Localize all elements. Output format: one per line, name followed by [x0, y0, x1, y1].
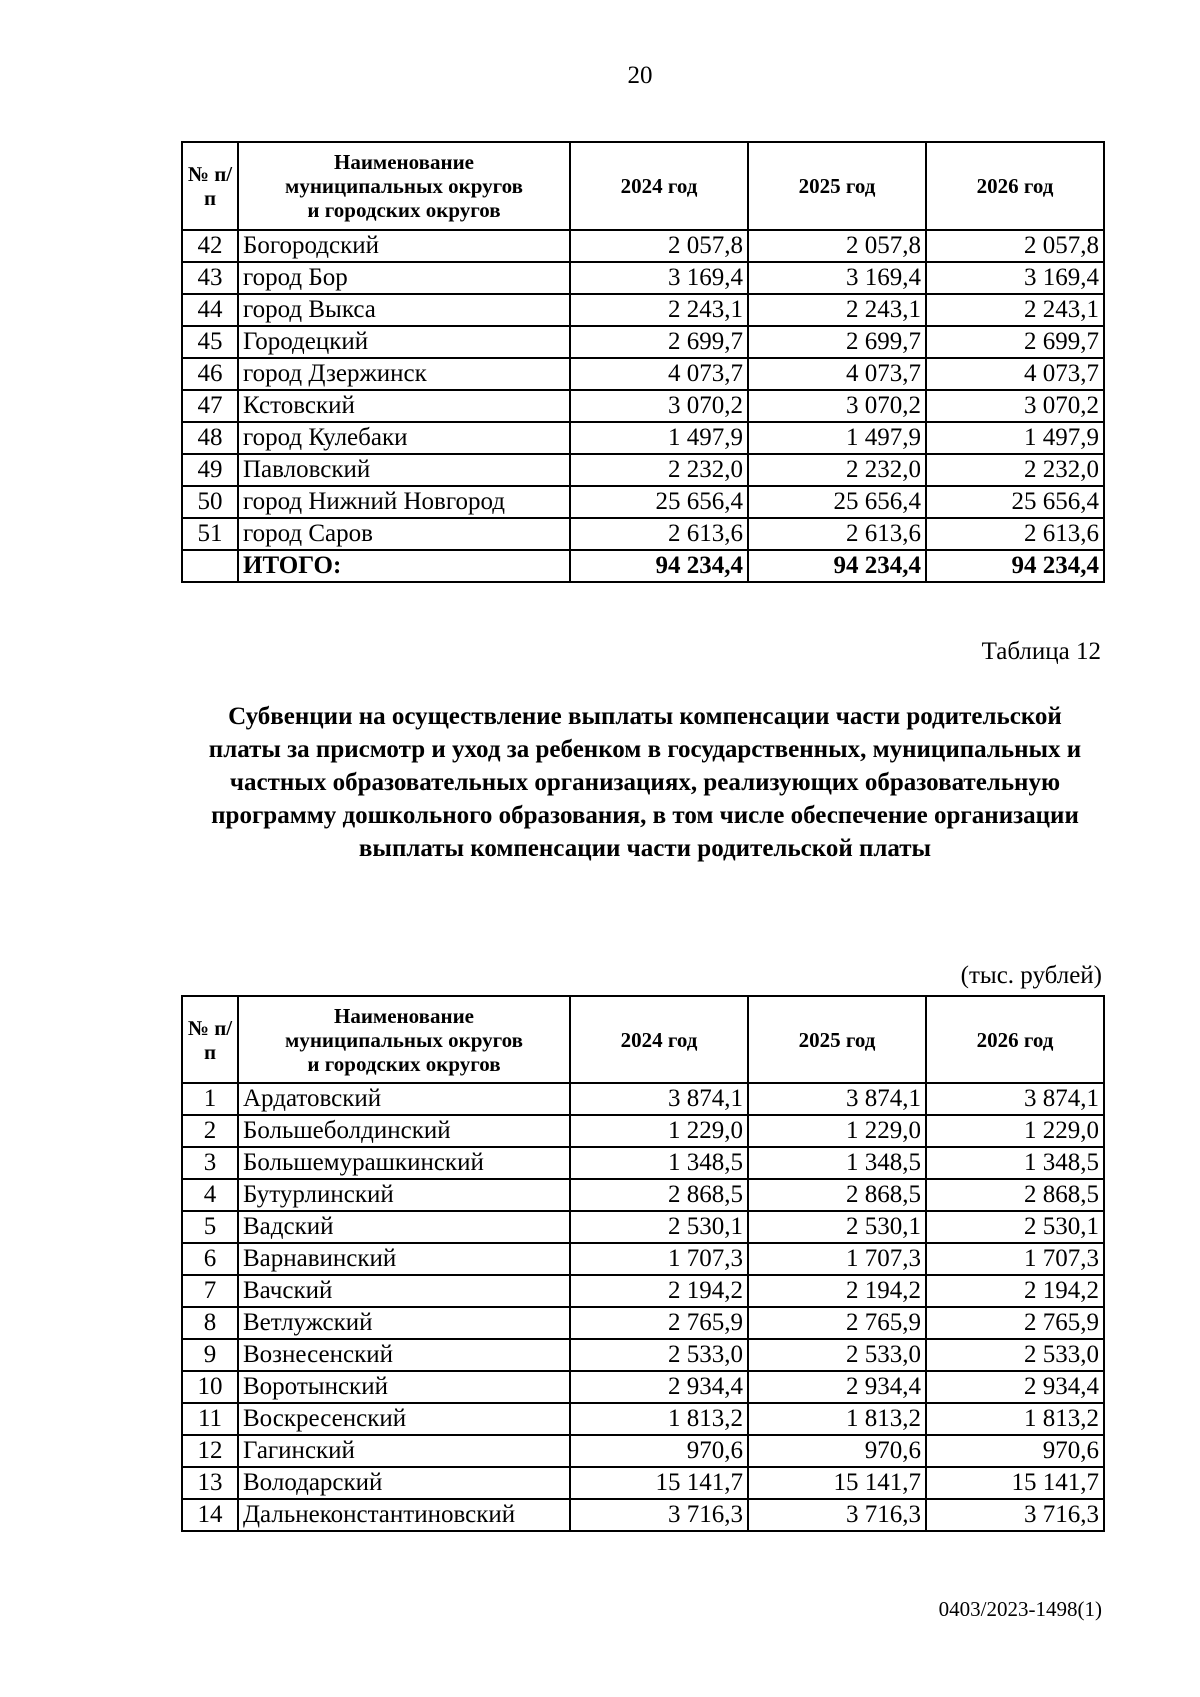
table-row: [182, 1179, 1104, 1211]
row-number: 13: [182, 1467, 238, 1499]
value-2024: 2 868,5: [570, 1179, 748, 1211]
district-name: город Бор: [238, 262, 570, 294]
district-name: Кстовский: [238, 390, 570, 422]
value-2024: 3 716,3: [570, 1499, 748, 1531]
value-2024: 2 934,4: [570, 1371, 748, 1403]
district-name: Большеболдинский: [238, 1115, 570, 1147]
district-name: Дальнеконстантиновский: [238, 1499, 570, 1531]
table-row: [182, 294, 1104, 326]
row-number: 3: [182, 1147, 238, 1179]
value-2024: 2 243,1: [570, 294, 748, 326]
value-2024: 970,6: [570, 1435, 748, 1467]
value-2025: 2 232,0: [748, 454, 926, 486]
value-2026: 1 813,2: [926, 1403, 1104, 1435]
row-number: 45: [182, 326, 238, 358]
row-number: 9: [182, 1339, 238, 1371]
unit-label: (тыс. рублей): [960, 962, 1102, 989]
value-2025: 15 141,7: [748, 1467, 926, 1499]
column-header-2024: 2024 год: [570, 142, 748, 230]
value-2025: 3 070,2: [748, 390, 926, 422]
table-row: [182, 1499, 1104, 1531]
value-2025: 2 533,0: [748, 1339, 926, 1371]
table-row: [182, 454, 1104, 486]
value-2024: 1 497,9: [570, 422, 748, 454]
value-2025: 4 073,7: [748, 358, 926, 390]
district-name: Варнавинский: [238, 1243, 570, 1275]
value-2025: 1 707,3: [748, 1243, 926, 1275]
value-2024: 15 141,7: [570, 1467, 748, 1499]
column-header-name-line: Наименование: [334, 1003, 474, 1028]
district-name: Вачский: [238, 1275, 570, 1307]
value-2026: 2 533,0: [926, 1339, 1104, 1371]
table-row: [182, 518, 1104, 550]
row-number: 8: [182, 1307, 238, 1339]
value-2026: 2 243,1: [926, 294, 1104, 326]
row-number: 44: [182, 294, 238, 326]
value-2026: 4 073,7: [926, 358, 1104, 390]
district-name: Богородский: [238, 230, 570, 262]
column-header-2024: 2024 год: [570, 996, 748, 1083]
table-row: [182, 262, 1104, 294]
page-number: 20: [627, 62, 653, 89]
district-name: Бутурлинский: [238, 1179, 570, 1211]
value-2025: 2 243,1: [748, 294, 926, 326]
column-header-2026: 2026 год: [926, 142, 1104, 230]
total-label: ИТОГО:: [238, 550, 570, 582]
district-name: Гагинский: [238, 1435, 570, 1467]
column-header-2025: 2025 год: [748, 996, 926, 1083]
allocation-table-continued: [181, 141, 1105, 583]
row-number: 10: [182, 1371, 238, 1403]
table-row: [182, 1467, 1104, 1499]
table-row: [182, 230, 1104, 262]
row-number: 5: [182, 1211, 238, 1243]
value-2025: 970,6: [748, 1435, 926, 1467]
value-2025: 2 699,7: [748, 326, 926, 358]
value-2026: 3 070,2: [926, 390, 1104, 422]
district-name: город Дзержинск: [238, 358, 570, 390]
table-row: [182, 326, 1104, 358]
table-body: [182, 1083, 1104, 1531]
value-2026: 2 057,8: [926, 230, 1104, 262]
district-name: Павловский: [238, 454, 570, 486]
value-2025: 1 497,9: [748, 422, 926, 454]
row-number: 1: [182, 1083, 238, 1115]
table-header-row: [182, 996, 1104, 1083]
table-row: [182, 1339, 1104, 1371]
value-2024: 1 813,2: [570, 1403, 748, 1435]
table-row: [182, 1275, 1104, 1307]
row-number: 12: [182, 1435, 238, 1467]
table-row: [182, 1147, 1104, 1179]
value-2025: 3 716,3: [748, 1499, 926, 1531]
value-2025: 1 348,5: [748, 1147, 926, 1179]
value-2025: 2 057,8: [748, 230, 926, 262]
district-name: Вознесенский: [238, 1339, 570, 1371]
value-2024: 3 070,2: [570, 390, 748, 422]
row-number: [182, 550, 238, 582]
row-number: 2: [182, 1115, 238, 1147]
value-2026: 2 232,0: [926, 454, 1104, 486]
value-2026: 2 934,4: [926, 1371, 1104, 1403]
total-2026: 94 234,4: [926, 550, 1104, 582]
value-2024: 1 348,5: [570, 1147, 748, 1179]
table-row: [182, 486, 1104, 518]
value-2026: 1 348,5: [926, 1147, 1104, 1179]
table-row: [182, 1243, 1104, 1275]
value-2025: 1 813,2: [748, 1403, 926, 1435]
value-2024: 2 057,8: [570, 230, 748, 262]
value-2026: 1 707,3: [926, 1243, 1104, 1275]
value-2026: 3 874,1: [926, 1083, 1104, 1115]
table-row: [182, 1403, 1104, 1435]
value-2026: 15 141,7: [926, 1467, 1104, 1499]
value-2026: 2 530,1: [926, 1211, 1104, 1243]
table-header-row: [182, 142, 1104, 230]
district-name: Большемурашкинский: [238, 1147, 570, 1179]
value-2024: 2 699,7: [570, 326, 748, 358]
row-number: 4: [182, 1179, 238, 1211]
column-header-name-line: Наименование: [334, 150, 474, 174]
value-2025: 1 229,0: [748, 1115, 926, 1147]
value-2024: 2 232,0: [570, 454, 748, 486]
value-2026: 2 699,7: [926, 326, 1104, 358]
row-number: 43: [182, 262, 238, 294]
value-2026: 1 497,9: [926, 422, 1104, 454]
total-2025: 94 234,4: [748, 550, 926, 582]
value-2025: 2 934,4: [748, 1371, 926, 1403]
value-2025: 25 656,4: [748, 486, 926, 518]
row-number: 42: [182, 230, 238, 262]
row-number: 48: [182, 422, 238, 454]
district-name: Володарский: [238, 1467, 570, 1499]
value-2025: 2 765,9: [748, 1307, 926, 1339]
table-row: [182, 1371, 1104, 1403]
value-2026: 1 229,0: [926, 1115, 1104, 1147]
district-name: Воротынский: [238, 1371, 570, 1403]
table-row: [182, 1435, 1104, 1467]
column-header-num: № п/п: [182, 142, 238, 230]
table-row: [182, 1115, 1104, 1147]
table-row: [182, 358, 1104, 390]
row-number: 50: [182, 486, 238, 518]
district-name: Вадский: [238, 1211, 570, 1243]
value-2024: 2 765,9: [570, 1307, 748, 1339]
value-2025: 2 194,2: [748, 1275, 926, 1307]
value-2025: 3 169,4: [748, 262, 926, 294]
value-2026: 970,6: [926, 1435, 1104, 1467]
table-row: [182, 422, 1104, 454]
district-name: Воскресенский: [238, 1403, 570, 1435]
district-name: Ардатовский: [238, 1083, 570, 1115]
column-header-name-line: муниципальных округов: [285, 1027, 523, 1052]
row-number: 51: [182, 518, 238, 550]
column-header-2025: 2025 год: [748, 142, 926, 230]
value-2024: 2 613,6: [570, 518, 748, 550]
district-name: город Нижний Новгород: [238, 486, 570, 518]
column-header-name-line: и городских округов: [307, 1051, 501, 1076]
district-name: Ветлужский: [238, 1307, 570, 1339]
table-row: [182, 1211, 1104, 1243]
row-number: 47: [182, 390, 238, 422]
value-2024: 4 073,7: [570, 358, 748, 390]
district-name: Городецкий: [238, 326, 570, 358]
value-2024: 2 533,0: [570, 1339, 748, 1371]
value-2025: 2 613,6: [748, 518, 926, 550]
total-2024: 94 234,4: [570, 550, 748, 582]
row-number: 7: [182, 1275, 238, 1307]
total-row: [182, 550, 1104, 582]
table-body: [182, 230, 1104, 582]
value-2024: 2 194,2: [570, 1275, 748, 1307]
row-number: 6: [182, 1243, 238, 1275]
value-2024: 1 229,0: [570, 1115, 748, 1147]
value-2026: 25 656,4: [926, 486, 1104, 518]
value-2024: 1 707,3: [570, 1243, 748, 1275]
column-header-name-line: и городских округов: [307, 198, 501, 222]
value-2026: 2 194,2: [926, 1275, 1104, 1307]
table-number-label: Таблица 12: [981, 638, 1101, 665]
value-2024: 3 874,1: [570, 1083, 748, 1115]
row-number: 14: [182, 1499, 238, 1531]
district-name: город Кулебаки: [238, 422, 570, 454]
value-2026: 3 169,4: [926, 262, 1104, 294]
value-2024: 25 656,4: [570, 486, 748, 518]
column-header-name-line: муниципальных округов: [285, 174, 523, 198]
value-2024: 2 530,1: [570, 1211, 748, 1243]
compensation-subvention-table: [181, 995, 1105, 1532]
value-2026: 2 868,5: [926, 1179, 1104, 1211]
table-row: [182, 1307, 1104, 1339]
column-header-num: № п/п: [182, 996, 238, 1083]
row-number: 11: [182, 1403, 238, 1435]
value-2024: 3 169,4: [570, 262, 748, 294]
row-number: 49: [182, 454, 238, 486]
document-code: 0403/2023-1498(1): [938, 1597, 1102, 1621]
table-row: [182, 390, 1104, 422]
column-header-name: [238, 996, 570, 1083]
value-2026: 2 613,6: [926, 518, 1104, 550]
district-name: город Выкса: [238, 294, 570, 326]
value-2025: 3 874,1: [748, 1083, 926, 1115]
row-number: 46: [182, 358, 238, 390]
table-title: Субвенции на осуществление выплаты компенсации части родительской платы за присмотр и уход за ребенком в государственных, муниципальных и частных образовательных организациях, реализующих образовательную программу дошкольного образования, в том числе обеспечение организации выплаты компенсации части родительской платы: [208, 703, 1082, 862]
table-row: [182, 1083, 1104, 1115]
value-2026: 2 765,9: [926, 1307, 1104, 1339]
column-header-name: [238, 142, 570, 230]
district-name: город Саров: [238, 518, 570, 550]
value-2026: 3 716,3: [926, 1499, 1104, 1531]
column-header-2026: 2026 год: [926, 996, 1104, 1083]
value-2025: 2 530,1: [748, 1211, 926, 1243]
value-2025: 2 868,5: [748, 1179, 926, 1211]
